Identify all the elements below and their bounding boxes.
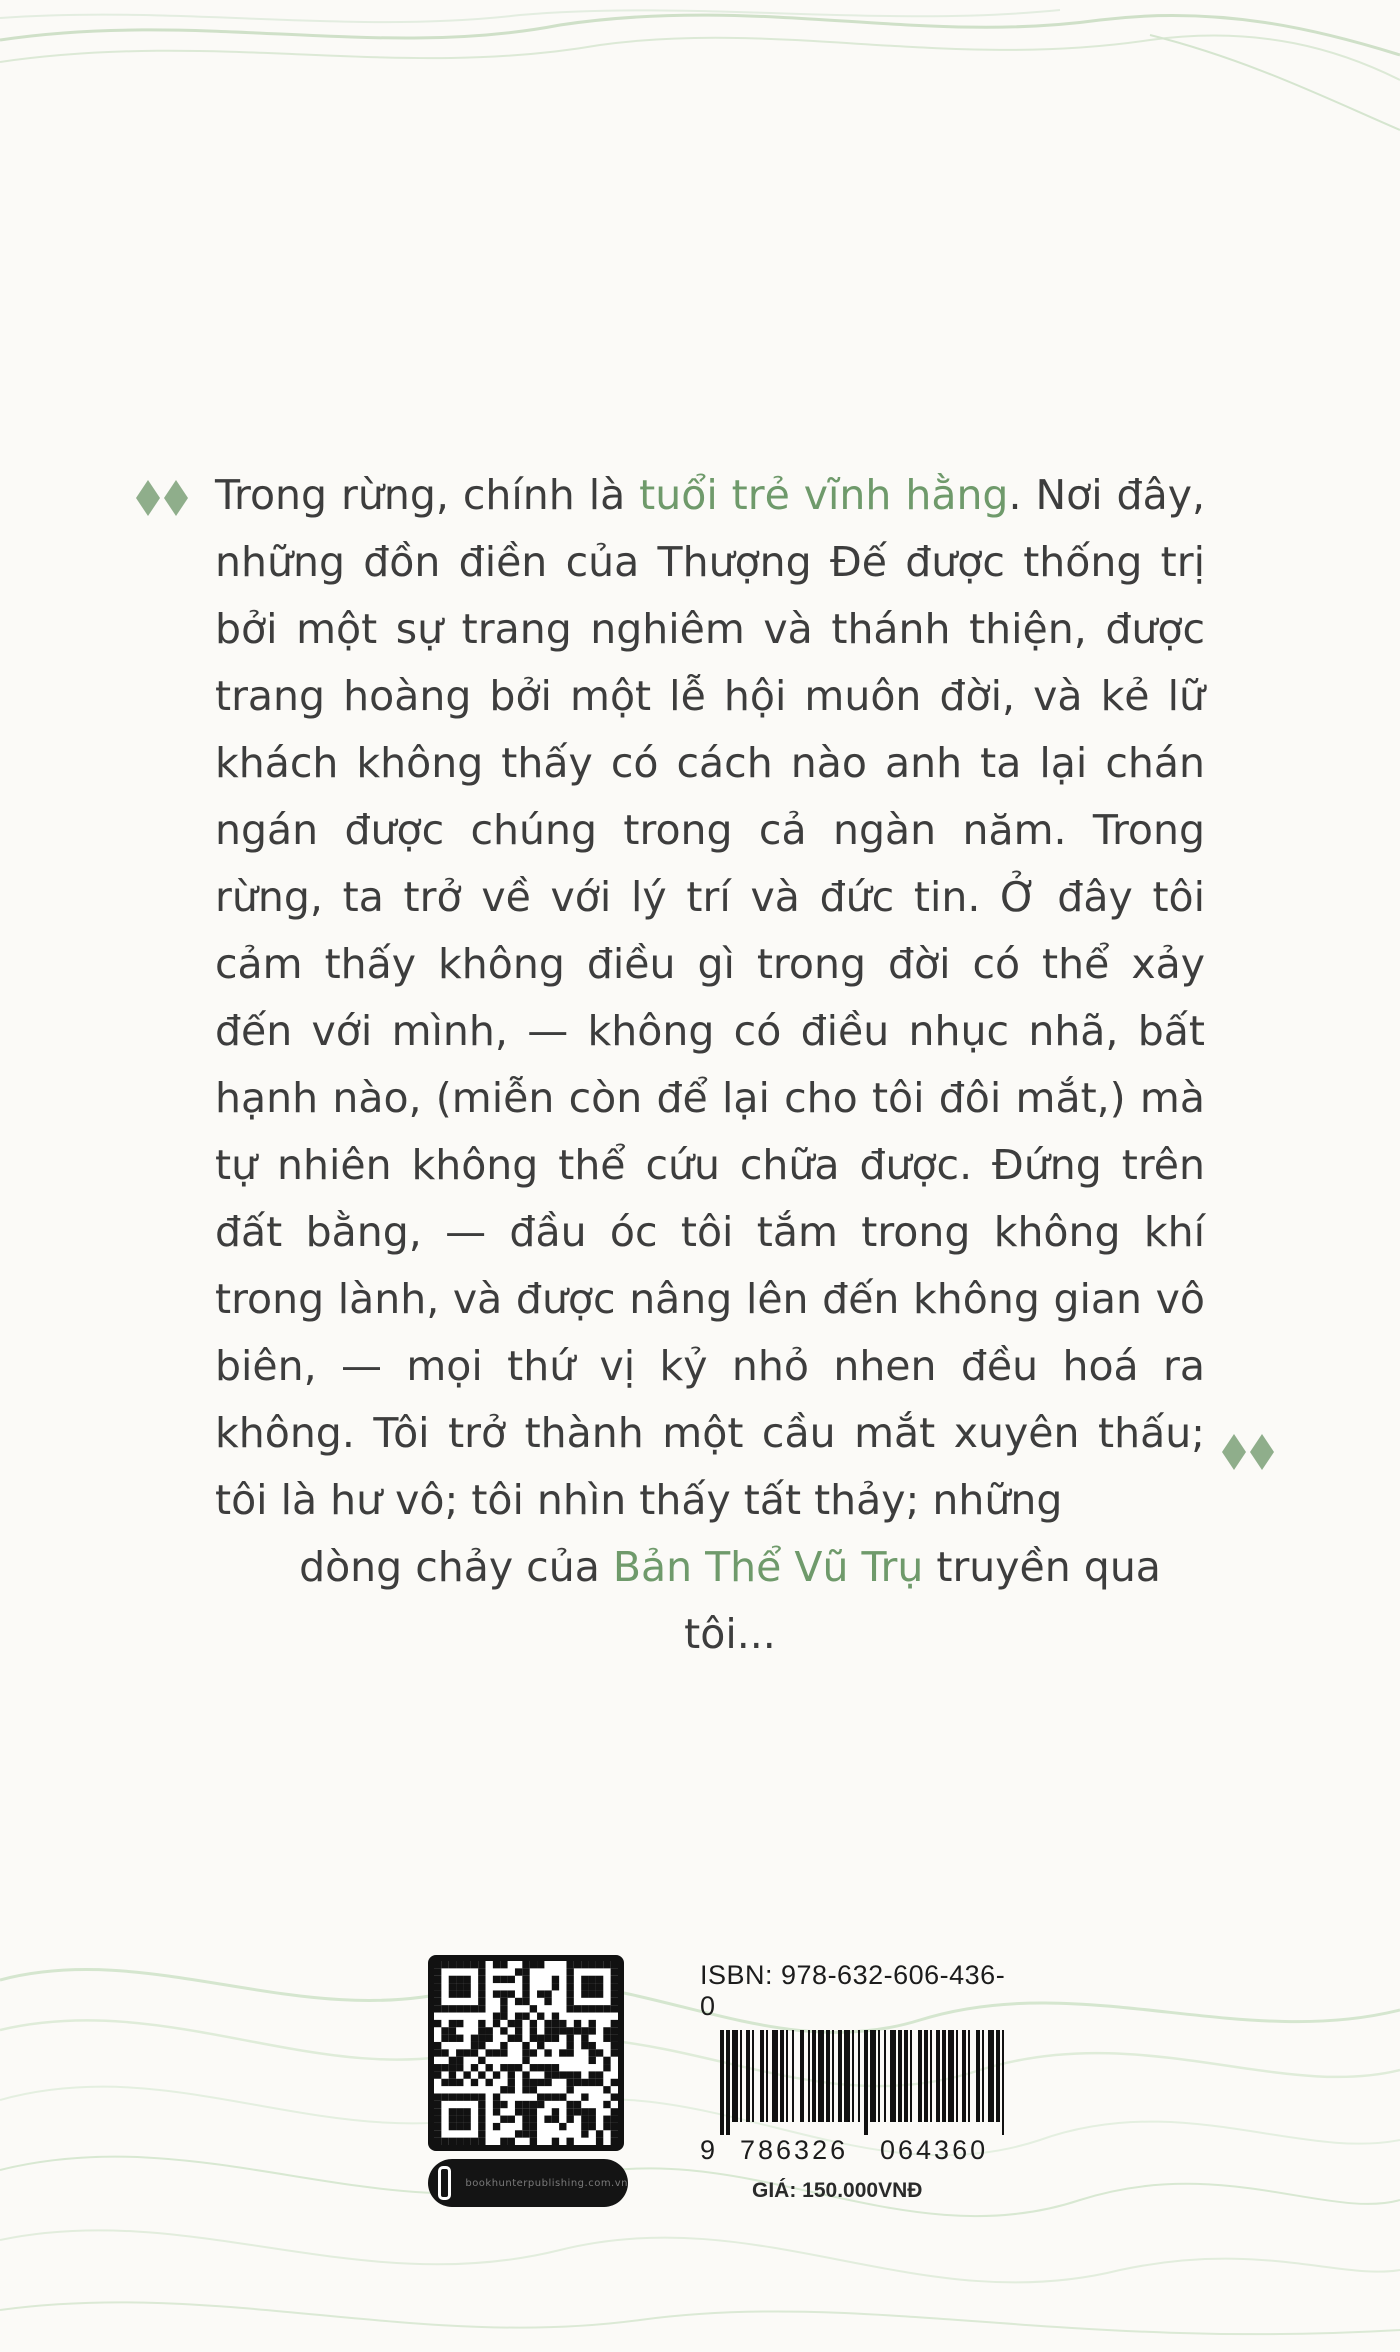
price-label: GIÁ: 150.000VNĐ bbox=[752, 2179, 923, 2202]
qr-code-icon bbox=[434, 1961, 618, 2145]
barcode-digits-right: 064360 bbox=[880, 2135, 989, 2165]
quote-text-body: . Nơi đây, những đồn điền của Thượng Đế được thống trị bởi một sự trang nghiêm và thánh thiện, được trang hoàng bởi một lễ hội muôn đời, và kẻ lữ khách không thấy có cách nào anh ta lại chán ngán được chúng trong cả ngàn năm. Trong rừng, ta trở về với lý trí và đức tin. Ở đây tôi cảm thấy không điều gì trong đời có thể xảy đến với mình, — không có điều nhục nhã, bất hạnh nào, (miễn còn để lại cho tôi đôi mắt,) mà tự nhiên không thể cứu chữa được. Đứng trên đất bằng, — đầu óc tôi tắm trong không khí trong lành, và được nâng lên đến không gian vô biên, — mọi thứ vị kỷ nhỏ nhen đều hoá ra không. Tôi trở thành một cầu mắt xuyên thấu; tôi là hư vô; tôi nhìn thấy tất thảy; những bbox=[215, 471, 1205, 1524]
qr-code-block bbox=[428, 1955, 628, 2207]
leaf-quote-close-icon bbox=[1216, 1432, 1286, 1472]
barcode-digit-first: 9 bbox=[700, 2135, 716, 2165]
quote-last-line bbox=[215, 1534, 1205, 1668]
phone-icon bbox=[438, 2166, 451, 2200]
decorative-waves-top bbox=[0, 0, 1400, 160]
quote-last-text-b: truyền qua tôi... bbox=[684, 1543, 1161, 1658]
leaf-quote-open-icon bbox=[130, 478, 200, 518]
isbn-block bbox=[700, 1960, 1020, 2203]
barcode-digits bbox=[700, 2135, 1020, 2171]
qr-link-bar bbox=[428, 2159, 628, 2207]
barcode-digits-left: 786326 bbox=[740, 2135, 849, 2165]
quote-highlight-universe: Bản Thể Vũ Trụ bbox=[612, 1543, 924, 1591]
quote-text-start: Trong rừng, chính là bbox=[215, 471, 640, 519]
barcode-icon bbox=[720, 2030, 1010, 2135]
qr-code[interactable] bbox=[428, 1955, 624, 2151]
isbn-label: ISBN: 978-632-606-436-0 bbox=[700, 1960, 1006, 2021]
quote-highlight-youth: tuổi trẻ vĩnh hằng bbox=[639, 471, 1009, 519]
quote-text bbox=[215, 462, 1205, 1668]
quote-last-text-a: dòng chảy của bbox=[299, 1543, 613, 1591]
quote-paragraph bbox=[215, 462, 1205, 1668]
qr-url-label: bookhunterpublishing.com.vn bbox=[465, 2177, 628, 2189]
